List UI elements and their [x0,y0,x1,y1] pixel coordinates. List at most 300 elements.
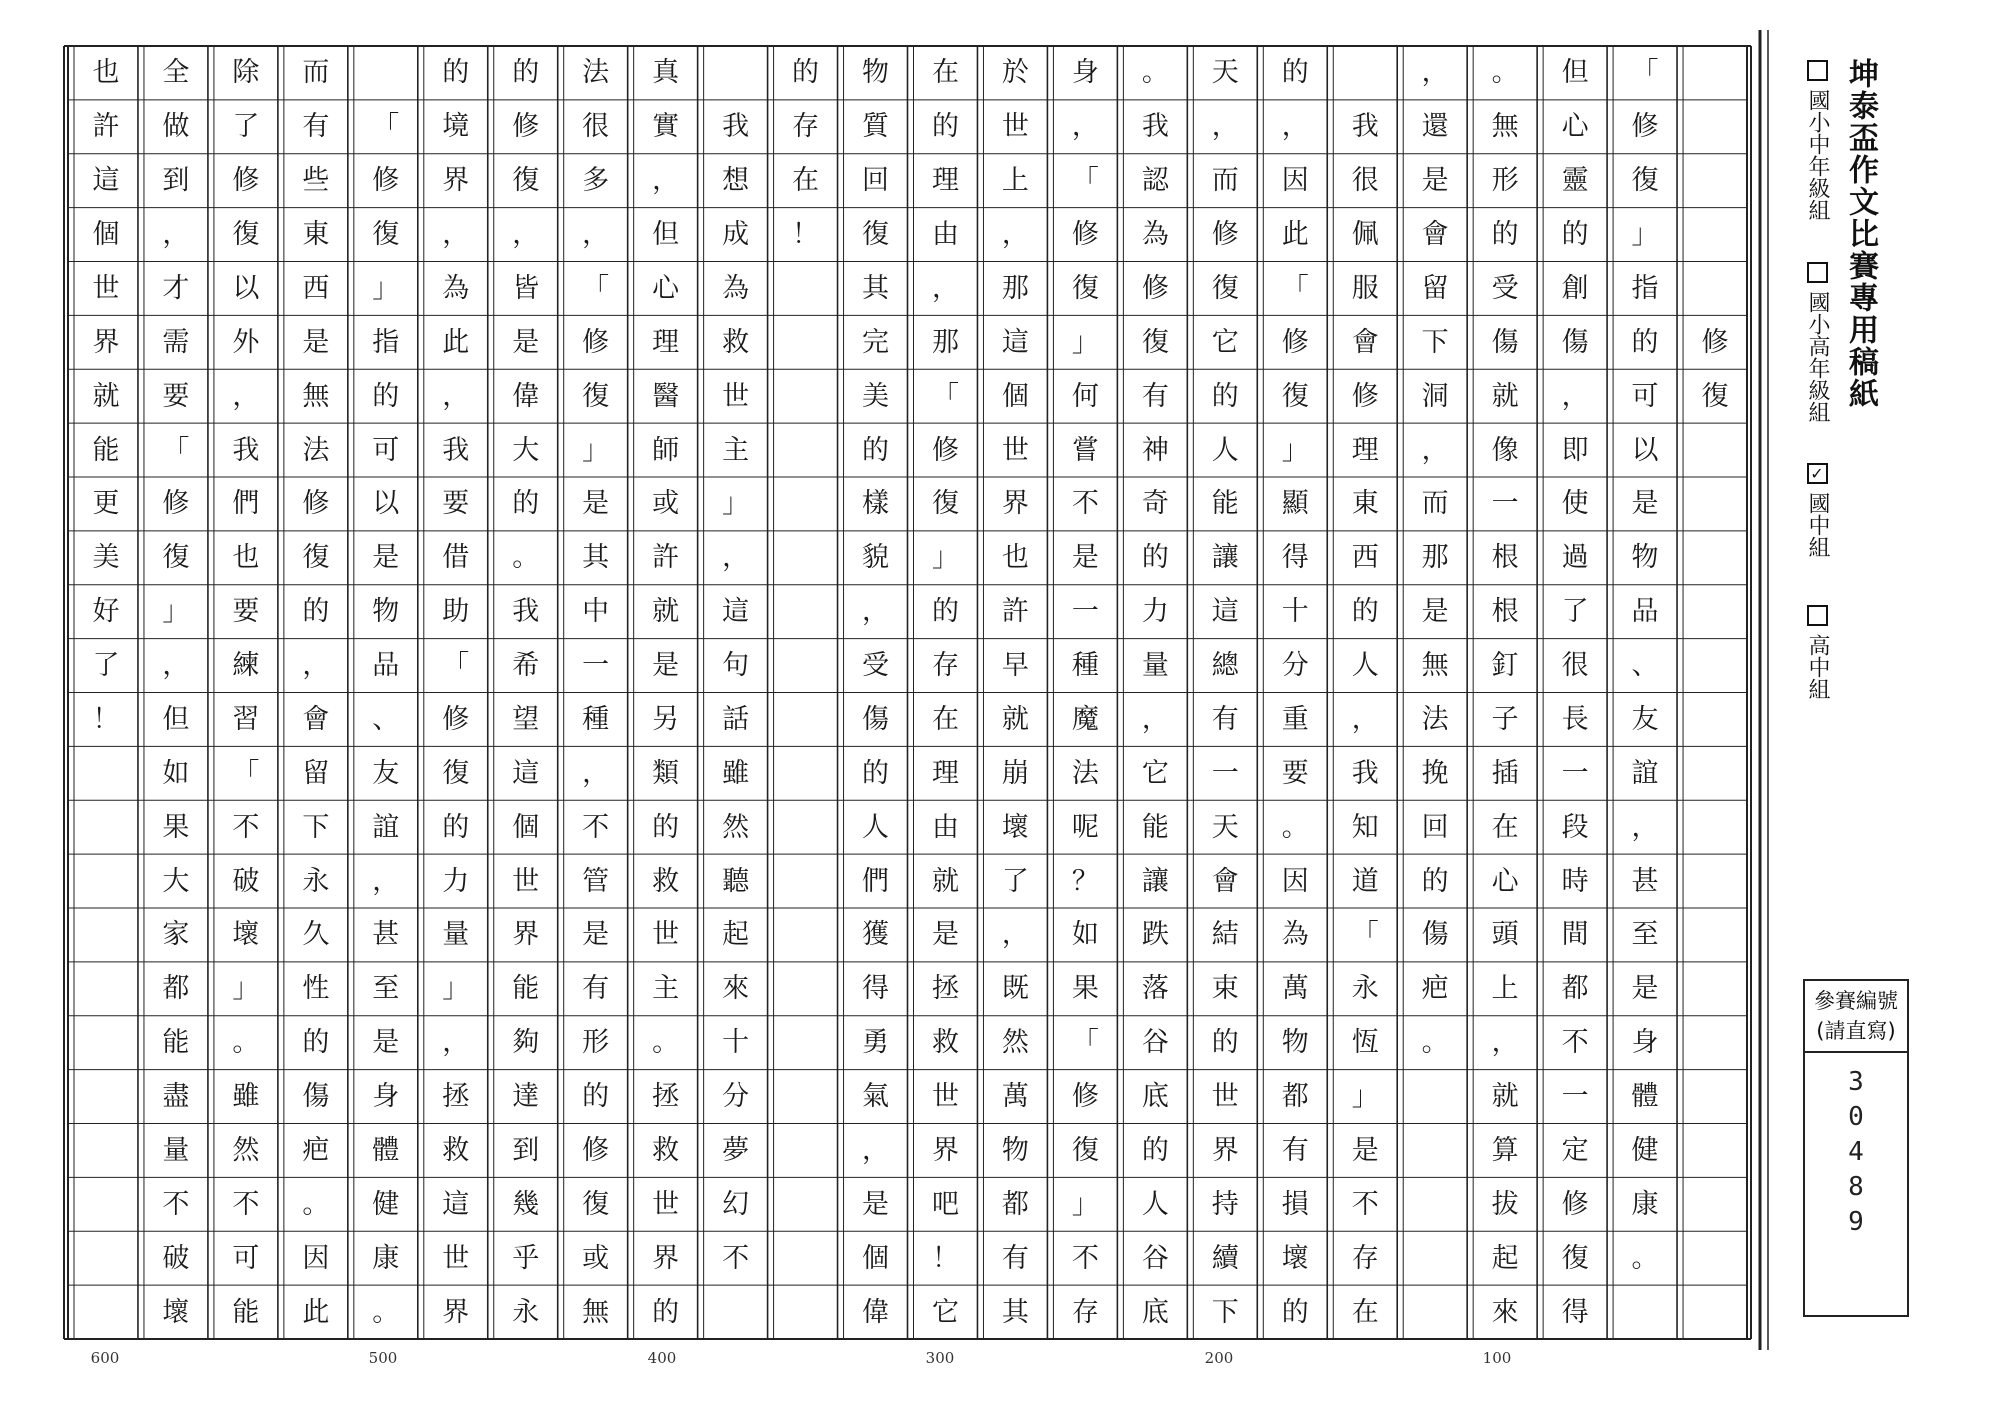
essay-char: 的 [1631,326,1659,358]
essay-char: 它 [1211,326,1239,358]
essay-char: 修 [1211,219,1239,251]
essay-char: ！ [931,1242,959,1274]
essay-char: 可 [1631,380,1659,412]
essay-char: 界 [442,1296,470,1328]
essay-char: 然 [722,811,750,843]
essay-char: 修 [512,111,540,143]
essay-char: 話 [722,703,750,735]
essay-char: 拯 [652,1081,680,1113]
essay-char: 就 [652,596,680,628]
essay-char: 上 [1001,165,1029,197]
essay-char: 不 [1071,488,1099,520]
essay-char: 獲 [862,919,889,951]
essay-char: ， [442,1027,470,1059]
essay-char: 來 [1491,1296,1519,1328]
essay-char: 有 [1281,1134,1309,1166]
essay-char: 修 [1351,380,1379,412]
ruler-number: 200 [1204,1349,1234,1367]
essay-char: 就 [92,380,120,412]
essay-char: 成 [722,219,750,251]
essay-char: ， [162,219,190,251]
essay-char: 家 [162,919,190,951]
option-label: 國小高年級組 [1805,291,1830,423]
essay-char: 樣 [862,488,889,520]
option-elementary-middle[interactable] [1800,60,1834,221]
essay-char: 修 [1561,1188,1589,1220]
essay-char: 那 [1001,272,1029,304]
essay-char: 我 [1351,757,1379,789]
essay-char: 既 [1001,973,1029,1005]
essay-char: 萬 [1001,1081,1029,1113]
essay-char: 持 [1211,1188,1239,1220]
essay-char: 在 [931,57,959,89]
essay-char: 不 [1071,1242,1099,1274]
essay-char: 界 [931,1134,959,1166]
checkbox-icon[interactable] [1807,60,1828,81]
essay-char: 我 [232,434,260,466]
essay-char: 十 [722,1027,750,1059]
essay-char: 根 [1491,542,1519,574]
essay-char: 不 [162,1188,190,1220]
essay-char: 是 [582,919,610,951]
essay-char: 修 [1071,1081,1099,1113]
essay-char: 存 [931,650,959,682]
checkbox-checked-icon[interactable]: ✓ [1807,463,1828,484]
essay-char: 是 [931,919,959,951]
ruler-number: 500 [368,1349,398,1367]
essay-char: 修 [162,488,190,520]
essay-char: 。 [232,1027,260,1059]
essay-char: 是 [1421,596,1449,628]
essay-char: 因 [1281,165,1309,197]
essay-char: 這 [442,1188,470,1220]
essay-char: 復 [512,165,540,197]
essay-char: 魔 [1071,703,1099,735]
essay-char: 然 [1001,1027,1029,1059]
essay-char: 了 [1561,596,1589,628]
essay-char: 如 [1071,919,1099,951]
essay-char: 「 [1631,57,1659,89]
essay-char: 幾 [512,1188,540,1220]
essay-char: 疤 [1421,973,1449,1005]
essay-char: 甚 [1631,865,1659,897]
essay-char: 盡 [162,1081,190,1113]
essay-char: 能 [1211,488,1239,520]
essay-char: 很 [582,111,610,143]
essay-char: 夢 [722,1134,750,1166]
essay-char: 。 [372,1296,400,1328]
essay-char: 神 [1141,434,1169,466]
essay-char: 我 [1141,111,1169,143]
essay-char: 界 [442,165,470,197]
essay-char: 起 [722,919,750,951]
essay-char: 的 [652,811,680,843]
essay-char: 會 [1211,865,1239,897]
essay-char: 夠 [512,1027,540,1059]
essay-char: 世 [931,1081,959,1113]
essay-char: 」 [1351,1081,1379,1113]
essay-char: 身 [1631,1027,1659,1059]
essay-char: 的 [442,811,470,843]
essay-char: 」 [162,596,190,628]
essay-char: 一 [1071,596,1099,628]
essay-char: 東 [1351,488,1379,520]
essay-char: 也 [92,57,120,89]
essay-char: 這 [92,165,120,197]
essay-char: 拯 [442,1081,470,1113]
essay-char: 都 [1001,1188,1029,1220]
essay-char: 就 [931,865,959,897]
essay-char: 世 [1001,434,1029,466]
essay-char: 壞 [232,919,260,951]
essay-char: 谷 [1141,1242,1169,1274]
essay-char: 而 [302,57,330,89]
essay-char: 中 [582,596,610,628]
essay-char: 美 [92,542,120,574]
essay-char: 做 [162,111,190,143]
essay-char: 人 [1141,1188,1169,1220]
essay-char: 個 [92,219,120,251]
essay-char: 我 [442,434,470,466]
essay-char: 是 [582,488,610,520]
essay-char: 一 [1211,757,1239,789]
essay-char: 到 [162,165,190,197]
essay-char: 其 [1001,1296,1029,1328]
essay-char: 留 [302,757,330,789]
essay-char: 的 [931,111,959,143]
essay-char: 呢 [1071,811,1099,843]
essay-char: 因 [302,1242,330,1274]
checkbox-icon[interactable] [1807,605,1828,626]
entry-number-label [1805,981,1907,1053]
essay-char: 能 [232,1296,260,1328]
essay-char: 也 [232,542,260,574]
essay-char: 誼 [1631,757,1659,789]
essay-char: 認 [1141,165,1169,197]
essay-char: 、 [372,703,400,735]
essay-char: 早 [1001,650,1029,682]
essay-char: 助 [442,596,470,628]
essay-char: 」 [1071,1188,1099,1220]
essay-char: 無 [582,1296,610,1328]
essay-char: 它 [931,1296,959,1328]
essay-char: 壞 [1281,1242,1309,1274]
essay-char: 它 [1141,757,1169,789]
entry-label-line: (請直寫) [1816,1019,1896,1043]
essay-char: 為 [1281,919,1309,951]
essay-char: 起 [1491,1242,1519,1274]
entry-label-line: 參賽編號 [1814,989,1898,1013]
essay-char: 法 [1421,703,1449,735]
essay-char: 的 [1211,380,1239,412]
essay-char: ， [442,219,470,251]
essay-char: 存 [1351,1242,1379,1274]
essay-char: 是 [862,1188,889,1220]
essay-char: 大 [512,434,540,466]
essay-char: 復 [1211,272,1239,304]
essay-char: ！ [92,703,120,735]
option-elementary-upper[interactable] [1800,262,1834,423]
essay-char: 疤 [302,1134,330,1166]
essay-char: 個 [862,1242,889,1274]
essay-char: 偉 [862,1296,889,1328]
essay-char: 想 [722,165,750,197]
essay-char: ， [1631,811,1659,843]
essay-char: 會 [1421,219,1449,251]
essay-char: 續 [1211,1242,1239,1274]
essay-char: 力 [442,865,470,897]
essay-char: 種 [1071,650,1099,682]
essay-char: 無 [1491,111,1519,143]
essay-char: 有 [302,111,330,143]
essay-char: 的 [442,57,470,89]
essay-char: 、 [1631,650,1659,682]
essay-char: 達 [512,1081,540,1113]
essay-char: 力 [1141,596,1169,628]
essay-char: 為 [1141,219,1169,251]
essay-char: 天 [1211,811,1239,843]
essay-char: 這 [722,596,750,628]
essay-char: 句 [722,650,750,682]
essay-char: 得 [1561,1296,1589,1328]
essay-char: 使 [1561,488,1589,520]
essay-char: 法 [1071,757,1099,789]
essay-char: ， [1421,434,1449,466]
essay-char: 可 [372,434,400,466]
essay-char: 雖 [722,757,750,789]
essay-char: 得 [1281,542,1309,574]
essay-char: 復 [372,219,400,251]
essay-char: 勇 [862,1027,889,1059]
essay-char: 定 [1561,1134,1589,1166]
essay-char: 一 [1491,488,1519,520]
essay-char: 的 [302,596,330,628]
essay-char: 」 [722,488,750,520]
essay-char: 雖 [232,1081,260,1113]
essay-char: 如 [162,757,190,789]
essay-char: 主 [652,973,680,1005]
essay-char: 分 [722,1081,750,1113]
essay-char: 世 [1001,111,1029,143]
essay-char: 復 [931,488,959,520]
essay-char: ， [1561,380,1589,412]
essay-char: 會 [1351,326,1379,358]
essay-char: 外 [232,326,260,358]
essay-char: ， [1211,111,1239,143]
essay-char: 東 [302,219,330,251]
essay-char: 好 [92,596,120,628]
essay-char: 挽 [1421,757,1449,789]
essay-char: 。 [302,1188,330,1220]
essay-char: 要 [1281,757,1309,789]
essay-char: 間 [1561,919,1589,951]
essay-char: 不 [582,811,610,843]
essay-char: ， [1491,1027,1519,1059]
essay-char: 的 [1421,865,1449,897]
essay-char: 的 [652,1296,680,1328]
essay-char: 這 [512,757,540,789]
essay-char: 那 [931,326,959,358]
essay-char: 美 [862,380,889,412]
essay-char: 下 [302,811,330,843]
checkbox-icon[interactable] [1807,262,1828,283]
essay-char: 真 [652,57,680,89]
essay-char: 心 [652,272,680,304]
essay-char: 的 [582,1081,610,1113]
essay-char: 分 [1281,650,1309,682]
essay-char: 理 [931,165,959,197]
essay-char: 束 [1211,973,1239,1005]
essay-char: 還 [1421,111,1449,143]
essay-char: 的 [931,596,959,628]
essay-char: 管 [582,865,610,897]
essay-char: 底 [1141,1296,1169,1328]
essay-char: 借 [442,542,470,574]
essay-char: 插 [1491,757,1519,789]
essay-char: 修 [442,703,470,735]
essay-char: 算 [1491,1134,1519,1166]
essay-char: 身 [1071,57,1099,89]
essay-char: 「 [931,380,959,412]
essay-char: 釘 [1491,650,1519,682]
essay-char: 人 [1351,650,1379,682]
essay-char: 拯 [931,973,959,1005]
essay-char: 萬 [1281,973,1309,1005]
essay-char: 這 [1001,326,1029,358]
essay-char: 那 [1421,542,1449,574]
essay-char: 除 [232,57,260,89]
essay-char: 修 [1281,326,1309,358]
essay-char: 是 [372,1027,400,1059]
essay-char: 復 [1071,272,1099,304]
essay-char: 而 [1211,165,1239,197]
essay-char: 世 [1211,1081,1239,1113]
essay-char: 界 [92,326,120,358]
essay-char: 物 [1281,1027,1309,1059]
entry-digit: 4 [1848,1137,1864,1167]
essay-char: 知 [1351,811,1379,843]
essay-char: 落 [1141,973,1169,1005]
essay-char: 乎 [512,1242,540,1274]
essay-char: 修 [582,1134,610,1166]
essay-char: 無 [302,380,330,412]
essay-char: 許 [1001,596,1029,628]
essay-char: 奇 [1141,488,1169,520]
essay-char: 世 [652,1188,680,1220]
essay-char: ， [582,219,610,251]
essay-char: 像 [1491,434,1519,466]
essay-char: 損 [1281,1188,1309,1220]
essay-char: 全 [162,57,190,89]
essay-char: 無 [1421,650,1449,682]
essay-char: 久 [302,919,330,951]
essay-char: 而 [1421,488,1449,520]
essay-char: 。 [1631,1242,1659,1274]
essay-char: 需 [162,326,190,358]
essay-char: 的 [1491,219,1519,251]
entry-number-box [1803,979,1909,1317]
essay-char: 段 [1561,811,1589,843]
essay-char: 由 [931,811,959,843]
essay-char: 救 [652,865,680,897]
essay-char: 受 [1491,272,1519,304]
essay-char: 友 [1631,703,1659,735]
essay-char: ， [1281,111,1309,143]
essay-char: ， [1351,703,1379,735]
option-label: 高中組 [1805,634,1830,700]
essay-char: 都 [1561,973,1589,1005]
essay-char: 的 [862,434,889,466]
essay-char: 但 [1561,57,1589,89]
essay-char: 理 [652,326,680,358]
option-label: 國小中年級組 [1805,89,1830,221]
essay-char: 種 [582,703,610,735]
essay-char: 就 [1001,703,1029,735]
essay-char: 健 [1631,1134,1659,1166]
essay-char: 界 [652,1242,680,1274]
essay-char: 心 [1561,111,1589,143]
essay-char: 界 [512,919,540,951]
essay-char: 」 [931,542,959,574]
essay-char: 師 [652,434,680,466]
essay-char: 希 [512,650,540,682]
essay-char: 物 [862,57,889,89]
essay-char: ， [862,1134,889,1166]
essay-char: 傷 [862,703,889,735]
essay-char: 習 [232,703,260,735]
essay-char: 復 [582,1188,610,1220]
essay-char: 「 [582,272,610,304]
essay-char: 十 [1281,596,1309,628]
essay-char: 下 [1211,1296,1239,1328]
essay-char: 為 [442,272,470,304]
essay-char: 讓 [1141,865,1169,897]
essay-char: 破 [232,865,260,897]
essay-char: 復 [302,542,330,574]
essay-char: 救 [931,1027,959,1059]
essay-char: 的 [1141,542,1169,574]
essay-char: 康 [1631,1188,1659,1220]
essay-char: 或 [652,488,680,520]
essay-char: 此 [1281,219,1309,251]
essay-char: 永 [302,865,330,897]
essay-char: 能 [92,434,120,466]
essay-char: 康 [372,1242,400,1274]
essay-char: 。 [652,1027,680,1059]
essay-char: 復 [1561,1242,1589,1274]
option-senior-high[interactable] [1800,605,1834,700]
essay-char: 很 [1351,165,1379,197]
essay-char: 是 [1631,973,1659,1005]
essay-char: ， [862,596,889,628]
essay-char: 復 [1281,380,1309,412]
essay-char: 要 [232,596,260,628]
essay-char: 了 [92,650,120,682]
option-junior-high[interactable] [1800,463,1834,558]
essay-char: 修 [1141,272,1169,304]
essay-char: 道 [1351,865,1379,897]
essay-char: ， [722,542,750,574]
essay-char: 」 [1071,326,1099,358]
essay-char: 修 [232,165,260,197]
essay-char: ， [652,165,680,197]
essay-char: 形 [1491,165,1519,197]
essay-char: 長 [1561,703,1589,735]
entry-digit: 0 [1848,1102,1864,1132]
essay-char: 「 [232,757,260,789]
sheet-title: 坤泰盃作文比賽專用稿紙 [1843,58,1878,410]
essay-char: 甚 [372,919,400,951]
